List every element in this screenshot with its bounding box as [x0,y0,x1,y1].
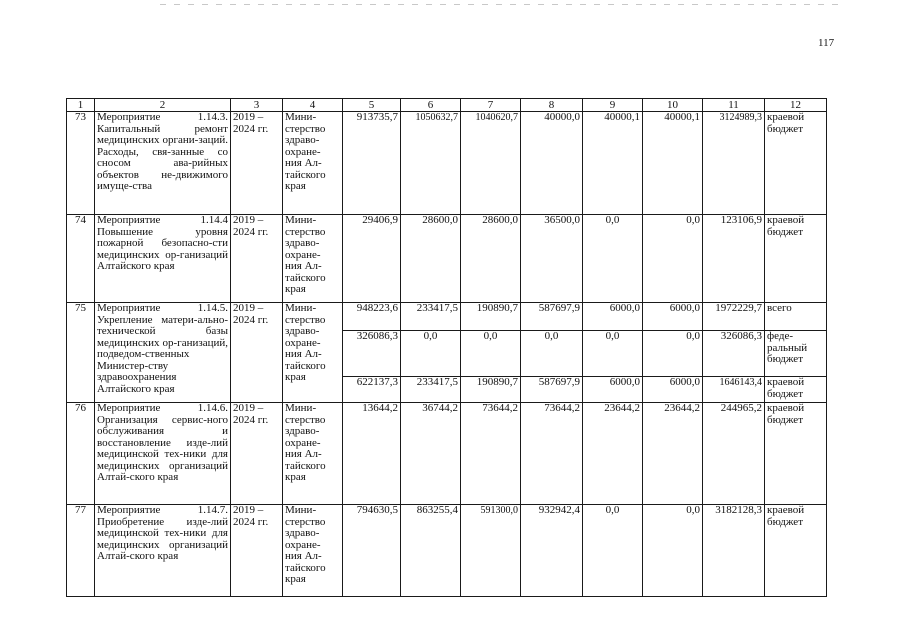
period: 2019 – 2024 гг. [231,505,283,597]
value-cell: 1040620,7 [461,112,521,215]
funding-source: краевой бюджет [765,215,827,303]
value-cell: 233417,5 [401,377,461,403]
value-cell: 622137,3 [343,377,401,403]
value-cell: 3182128,3 [703,505,765,597]
column-header: 10 [643,99,703,112]
value-cell: 948223,6 [343,303,401,331]
column-header: 6 [401,99,461,112]
value-cell: 244965,2 [703,403,765,505]
value-cell: 36744,2 [401,403,461,505]
period: 2019 – 2024 гг. [231,403,283,505]
budget-table [66,98,827,597]
executor: Мини- стерство здраво- охране- ния Ал- тайского края [283,505,343,597]
row-number: 75 [67,303,95,403]
value-cell: 913735,7 [343,112,401,215]
period: 2019 – 2024 гг. [231,215,283,303]
funding-source: краевой бюджет [765,112,827,215]
value-cell: 0,0 [401,331,461,377]
measure-name: Мероприятие 1.14.3. Капитальный ремонт медицинских органи-заций. Расходы, свя-занные со сносом ава-рийных объектов не-движимого имуще-ства [95,112,231,215]
value-cell: 0,0 [521,331,583,377]
value-cell: 36500,0 [521,215,583,303]
value-cell: 1050632,7 [401,112,461,215]
value-cell: 40000,0 [521,112,583,215]
value-cell: 28600,0 [401,215,461,303]
row-number: 74 [67,215,95,303]
executor: Мини- стерство здраво- охране- ния Ал- тайского края [283,215,343,303]
column-header: 12 [765,99,827,112]
value-cell: 23644,2 [583,403,643,505]
value-cell: 73644,2 [461,403,521,505]
value-cell: 3124989,3 [703,112,765,215]
value-cell: 326086,3 [343,331,401,377]
page-number: 117 [818,37,835,49]
row-number: 73 [67,112,95,215]
value-cell: 6000,0 [583,377,643,403]
period: 2019 – 2024 гг. [231,303,283,403]
scan-top-edge [160,4,840,5]
value-cell: 73644,2 [521,403,583,505]
period: 2019 – 2024 гг. [231,112,283,215]
funding-source: краевой бюджет [765,505,827,597]
value-cell: 23644,2 [643,403,703,505]
value-cell: 233417,5 [401,303,461,331]
measure-name: Мероприятие 1.14.6. Организация сервис-ного обслуживания и восстановление изде-лий медицинской тех-ники для медицинских организаций Алтай-ского края [95,403,231,505]
executor: Мини- стерство здраво- охране- ния Ал- тайского края [283,403,343,505]
value-cell: 13644,2 [343,403,401,505]
value-cell: 932942,4 [521,505,583,597]
value-cell: 6000,0 [643,377,703,403]
table-header-row [67,99,827,112]
value-cell: 6000,0 [643,303,703,331]
value-cell: 587697,9 [521,377,583,403]
value-cell: 863255,4 [401,505,461,597]
funding-source: краевой бюджет [765,403,827,505]
row-number: 77 [67,505,95,597]
table-row [67,403,827,505]
value-cell: 1972229,7 [703,303,765,331]
value-cell: 29406,9 [343,215,401,303]
value-cell: 591300,0 [461,505,521,597]
funding-source: феде- ральный бюджет [765,331,827,377]
executor: Мини- стерство здраво- охране- ния Ал- тайского края [283,112,343,215]
value-cell: 0,0 [461,331,521,377]
funding-source: краевой бюджет [765,377,827,403]
column-header: 2 [95,99,231,112]
value-cell: 28600,0 [461,215,521,303]
value-cell: 123106,9 [703,215,765,303]
measure-name: Мероприятие 1.14.5. Укрепление матери-ально-технической базы медицинских ор-ганизаций, подведом-ственных Министер-ству здравоохранения Алтайского края [95,303,231,403]
measure-name: Мероприятие 1.14.4 Повышение уровня пожарной безопасно-сти медицинских ор-ганизаций Алтайского края [95,215,231,303]
column-header: 1 [67,99,95,112]
value-cell: 794630,5 [343,505,401,597]
column-header: 8 [521,99,583,112]
value-cell: 6000,0 [583,303,643,331]
table-row [67,505,827,597]
value-cell: 190890,7 [461,303,521,331]
value-cell: 190890,7 [461,377,521,403]
column-header: 3 [231,99,283,112]
value-cell: 40000,1 [583,112,643,215]
value-cell: 0,0 [583,331,643,377]
funding-source: всего [765,303,827,331]
column-header: 4 [283,99,343,112]
value-cell: 0,0 [583,505,643,597]
value-cell: 326086,3 [703,331,765,377]
measure-name: Мероприятие 1.14.7. Приобретение изде-лий медицинской тех-ники для медицинских организаций Алтай-ского края [95,505,231,597]
executor: Мини- стерство здраво- охране- ния Ал- тайского края [283,303,343,403]
value-cell: 0,0 [643,215,703,303]
value-cell: 0,0 [643,505,703,597]
value-cell: 0,0 [643,331,703,377]
column-header: 5 [343,99,401,112]
row-number: 76 [67,403,95,505]
value-cell: 1646143,4 [703,377,765,403]
column-header: 9 [583,99,643,112]
table-row [67,303,827,331]
table-row [67,112,827,215]
column-header: 11 [703,99,765,112]
value-cell: 587697,9 [521,303,583,331]
table-row [67,215,827,303]
value-cell: 40000,1 [643,112,703,215]
column-header: 7 [461,99,521,112]
value-cell: 0,0 [583,215,643,303]
